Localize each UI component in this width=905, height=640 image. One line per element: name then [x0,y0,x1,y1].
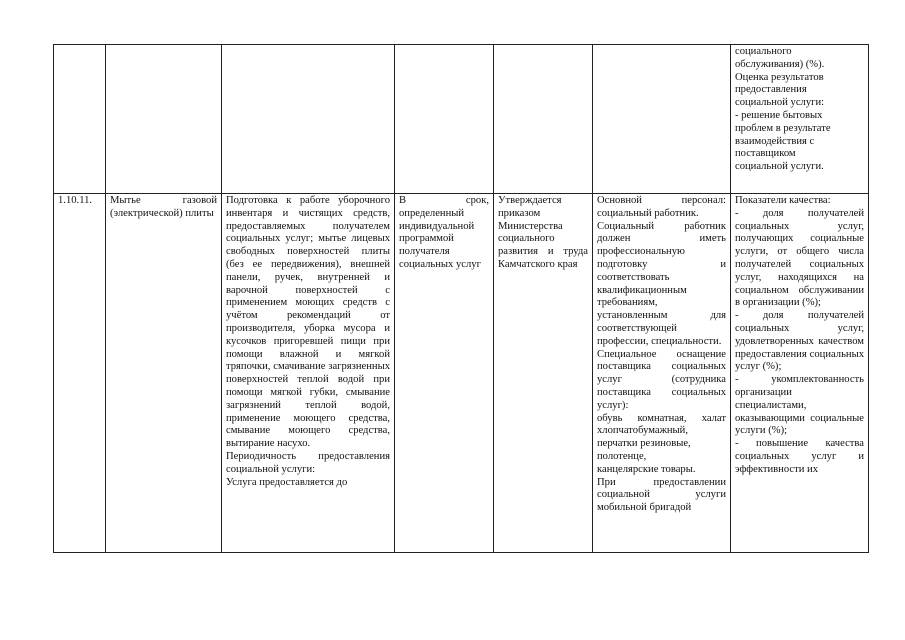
indicator-line: социального [735,46,792,57]
service-provided-partial: Услуга предоставляется до [226,476,348,488]
table-row-service [54,194,869,553]
cell-conditions-empty [593,45,731,194]
indicator-text: Показатели качества: [735,195,831,206]
indicator-line: поставщиком [735,148,796,160]
service-cost: Утверждается приказом Министерства социального развития и труда Камчатского края [494,194,593,553]
condition-text: перчатки резиновые, [597,438,691,450]
service-description: Подготовка к работе уборочного инвентаря и чистящих средств, предоставляемых получателем социальных услуг; мытье лицевых свободных поверхностей плиты (без ее передвижения), внешней панели, ручек, внутренней и варочной поверхностей с применением моющих средств с учётом рекомендаций от производителя, уборка мусора и кусочков пригоревшей пищи при помощи влажной и мягкой тряпочки, смачивание загрязненных поверхностей теплой водой при помощи мягкой губки, смывание загрязнений теплой водой, применение моющего средства, смывание моющего средства, вытирание насухо. [226,195,390,450]
indicator-line: предоставления [735,84,807,96]
service-name: Мытье газовой (электрической) плиты [106,194,222,553]
indicator-line: - решение бытовых [735,109,823,121]
condition-text: Основной персонал: социальный работник. [597,195,726,219]
indicator-text: - доля получателей социальных услуг, удовлетворенных качеством предоставления социальных услуг (%); [735,310,864,373]
cell-number-empty [54,45,106,194]
service-number: 1.10.11. [54,194,106,553]
indicator-line: взаимодействия с [735,135,815,147]
condition-text: Социальный работник должен иметь профессиональную подготовку и соответствовать квалификационным требованиям, установленным для соответствующей профессии, специальности. [597,220,726,347]
indicator-line: обслуживания) (%). [735,58,825,70]
service-conditions-cell [593,194,731,553]
condition-text: полотенце, [597,450,647,462]
service-indicators-cell [731,194,869,553]
service-periodicity: Периодичность предоставления социальной услуги: [226,450,390,475]
condition-text: канцелярские товары. [597,463,696,475]
service-term: В срок, определенный индивидуальной программой получателя социальных услуг [395,194,494,553]
condition-text: При предоставлении социальной услуги мобильной бригадой [597,476,726,514]
indicator-text: - повышение качества социальных услуг и эффективности их [735,438,864,475]
indicator-line: социальной услуги. [735,161,824,173]
indicator-line: проблем в результате [735,122,831,134]
cell-term-empty [395,45,494,194]
cell-name-empty [106,45,222,194]
cell-description-empty [222,45,395,194]
table-row-continuation [54,45,869,194]
indicator-line: социальной услуги: [735,97,825,109]
indicator-line: Оценка результатов [735,71,824,83]
condition-text: Специальное оснащение поставщика социальных услуг (сотрудника поставщика социальных услуг): [597,348,726,411]
services-table [53,44,869,553]
indicator-text: - укомплектованность организации специалистами, оказывающими социальные услуги (%); [735,374,864,437]
cell-cost-empty [494,45,593,194]
service-description-cell [222,194,395,553]
indicator-text: - доля получателей социальных услуг, получающих социальные услуги, от общего числа получателей социальных услуг, находящихся на социальном обслуживании в организации (%); [735,207,864,309]
condition-text: обувь комнатная, халат хлопчатобумажный, [597,412,726,437]
cell-indicators-continued [731,45,869,194]
